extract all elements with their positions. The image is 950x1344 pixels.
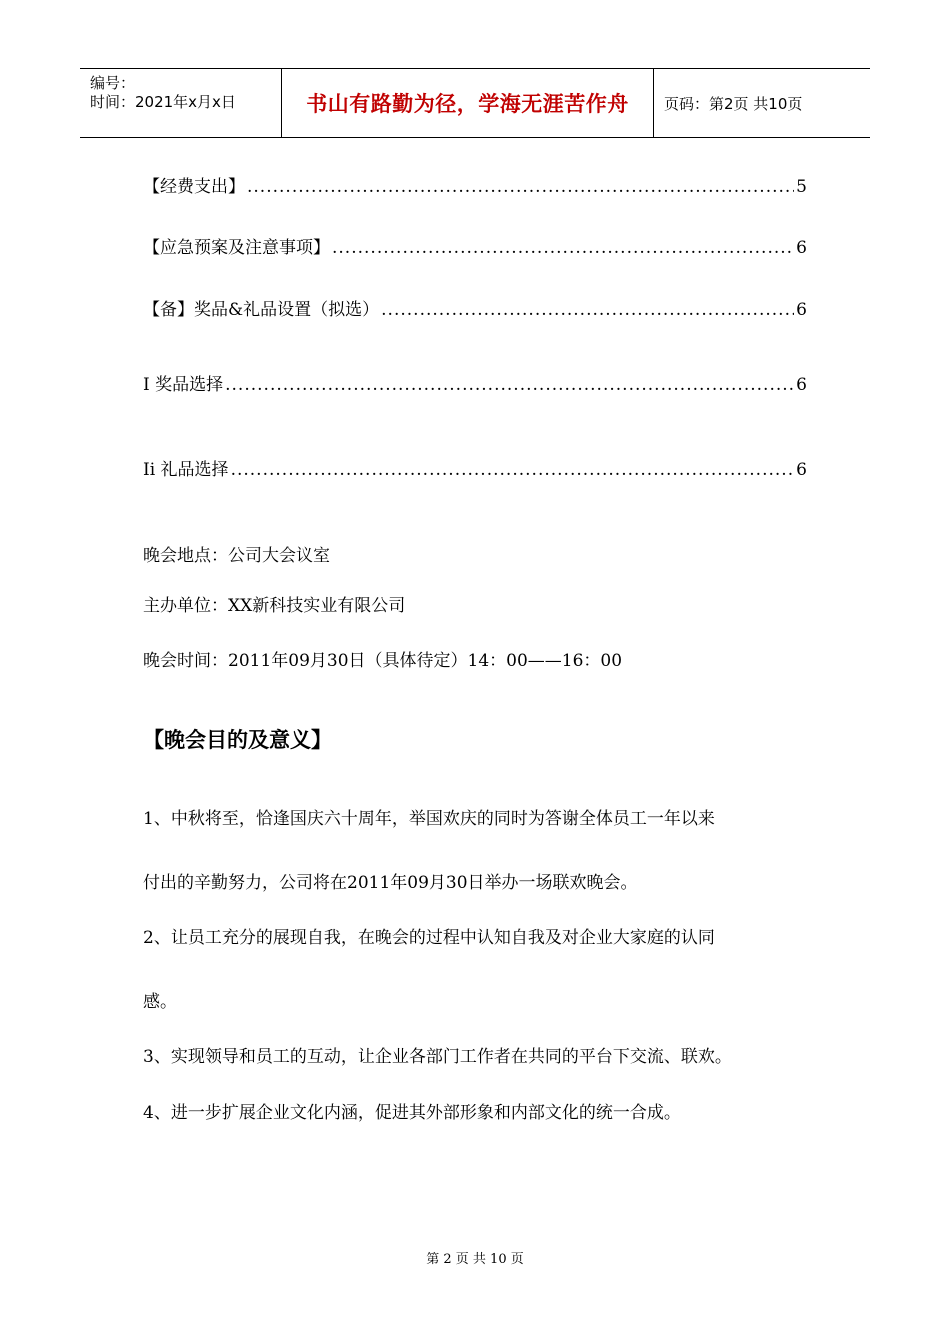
header-page-info: 页码：第2页 共10页 (664, 94, 803, 113)
toc-entry-title: 【备】奖品&礼品设置（拟选） (143, 300, 380, 320)
header-motto: 书山有路勤为径，学海无涯苦作舟 (282, 69, 654, 137)
toc-entry-title: 【应急预案及注意事项】 (143, 238, 330, 258)
document-time-label: 时间：2021年x月x日 (90, 93, 236, 111)
page-footer: 第 2 页 共 10 页 (426, 1252, 524, 1267)
section-heading: 【晚会目的及意义】 (143, 727, 332, 752)
toc-entry-page: 6 (796, 238, 807, 258)
toc-entry-prizes-gifts[interactable] (143, 295, 807, 321)
event-location: 晚会地点：公司大会议室 (143, 546, 330, 566)
toc-entry-page: 5 (796, 177, 807, 197)
event-time: 晚会时间：2011年09月30日（具体待定）14：00——16：00 (143, 651, 623, 671)
toc-entry-emergency-plan[interactable] (143, 233, 807, 259)
toc-entry-title: I 奖品选择 (143, 375, 224, 395)
paragraph-line: 感。 (143, 992, 177, 1012)
toc-entry-page: 6 (796, 375, 807, 395)
document-number-label: 编号： (90, 74, 136, 92)
toc-leader-dots (225, 375, 794, 395)
paragraph-line: 4、进一步扩展企业文化内涵，促进其外部形象和内部文化的统一合成。 (143, 1103, 681, 1123)
toc-leader-dots (231, 460, 795, 480)
paragraph-line: 2、让员工充分的展现自我，在晚会的过程中认知自我及对企业大家庭的认同 (143, 928, 715, 948)
event-organizer: 主办单位：XX新科技实业有限公司 (143, 596, 406, 616)
header-page-info-cell (654, 69, 870, 137)
toc-entry-title: Ii 礼品选择 (143, 460, 229, 480)
toc-leader-dots (381, 300, 794, 320)
toc-entry-page: 6 (796, 300, 807, 320)
toc-leader-dots (332, 238, 794, 258)
toc-leader-dots (247, 177, 794, 197)
paragraph-line: 1、中秋将至，恰逢国庆六十周年，举国欢庆的同时为答谢全体员工一年以来 (143, 809, 715, 829)
toc-entry-prize-selection[interactable] (143, 370, 807, 396)
header-meta-cell (80, 69, 282, 137)
toc-entry-title: 【经费支出】 (143, 177, 245, 197)
paragraph-line: 付出的辛勤努力，公司将在2011年09月30日举办一场联欢晚会。 (143, 873, 638, 893)
page-header (80, 68, 870, 138)
toc-entry-page: 6 (796, 460, 807, 480)
toc-entry-expenses[interactable] (143, 172, 807, 198)
paragraph-line: 3、实现领导和员工的互动，让企业各部门工作者在共同的平台下交流、联欢。 (143, 1047, 732, 1067)
toc-entry-gift-selection[interactable] (143, 455, 807, 481)
